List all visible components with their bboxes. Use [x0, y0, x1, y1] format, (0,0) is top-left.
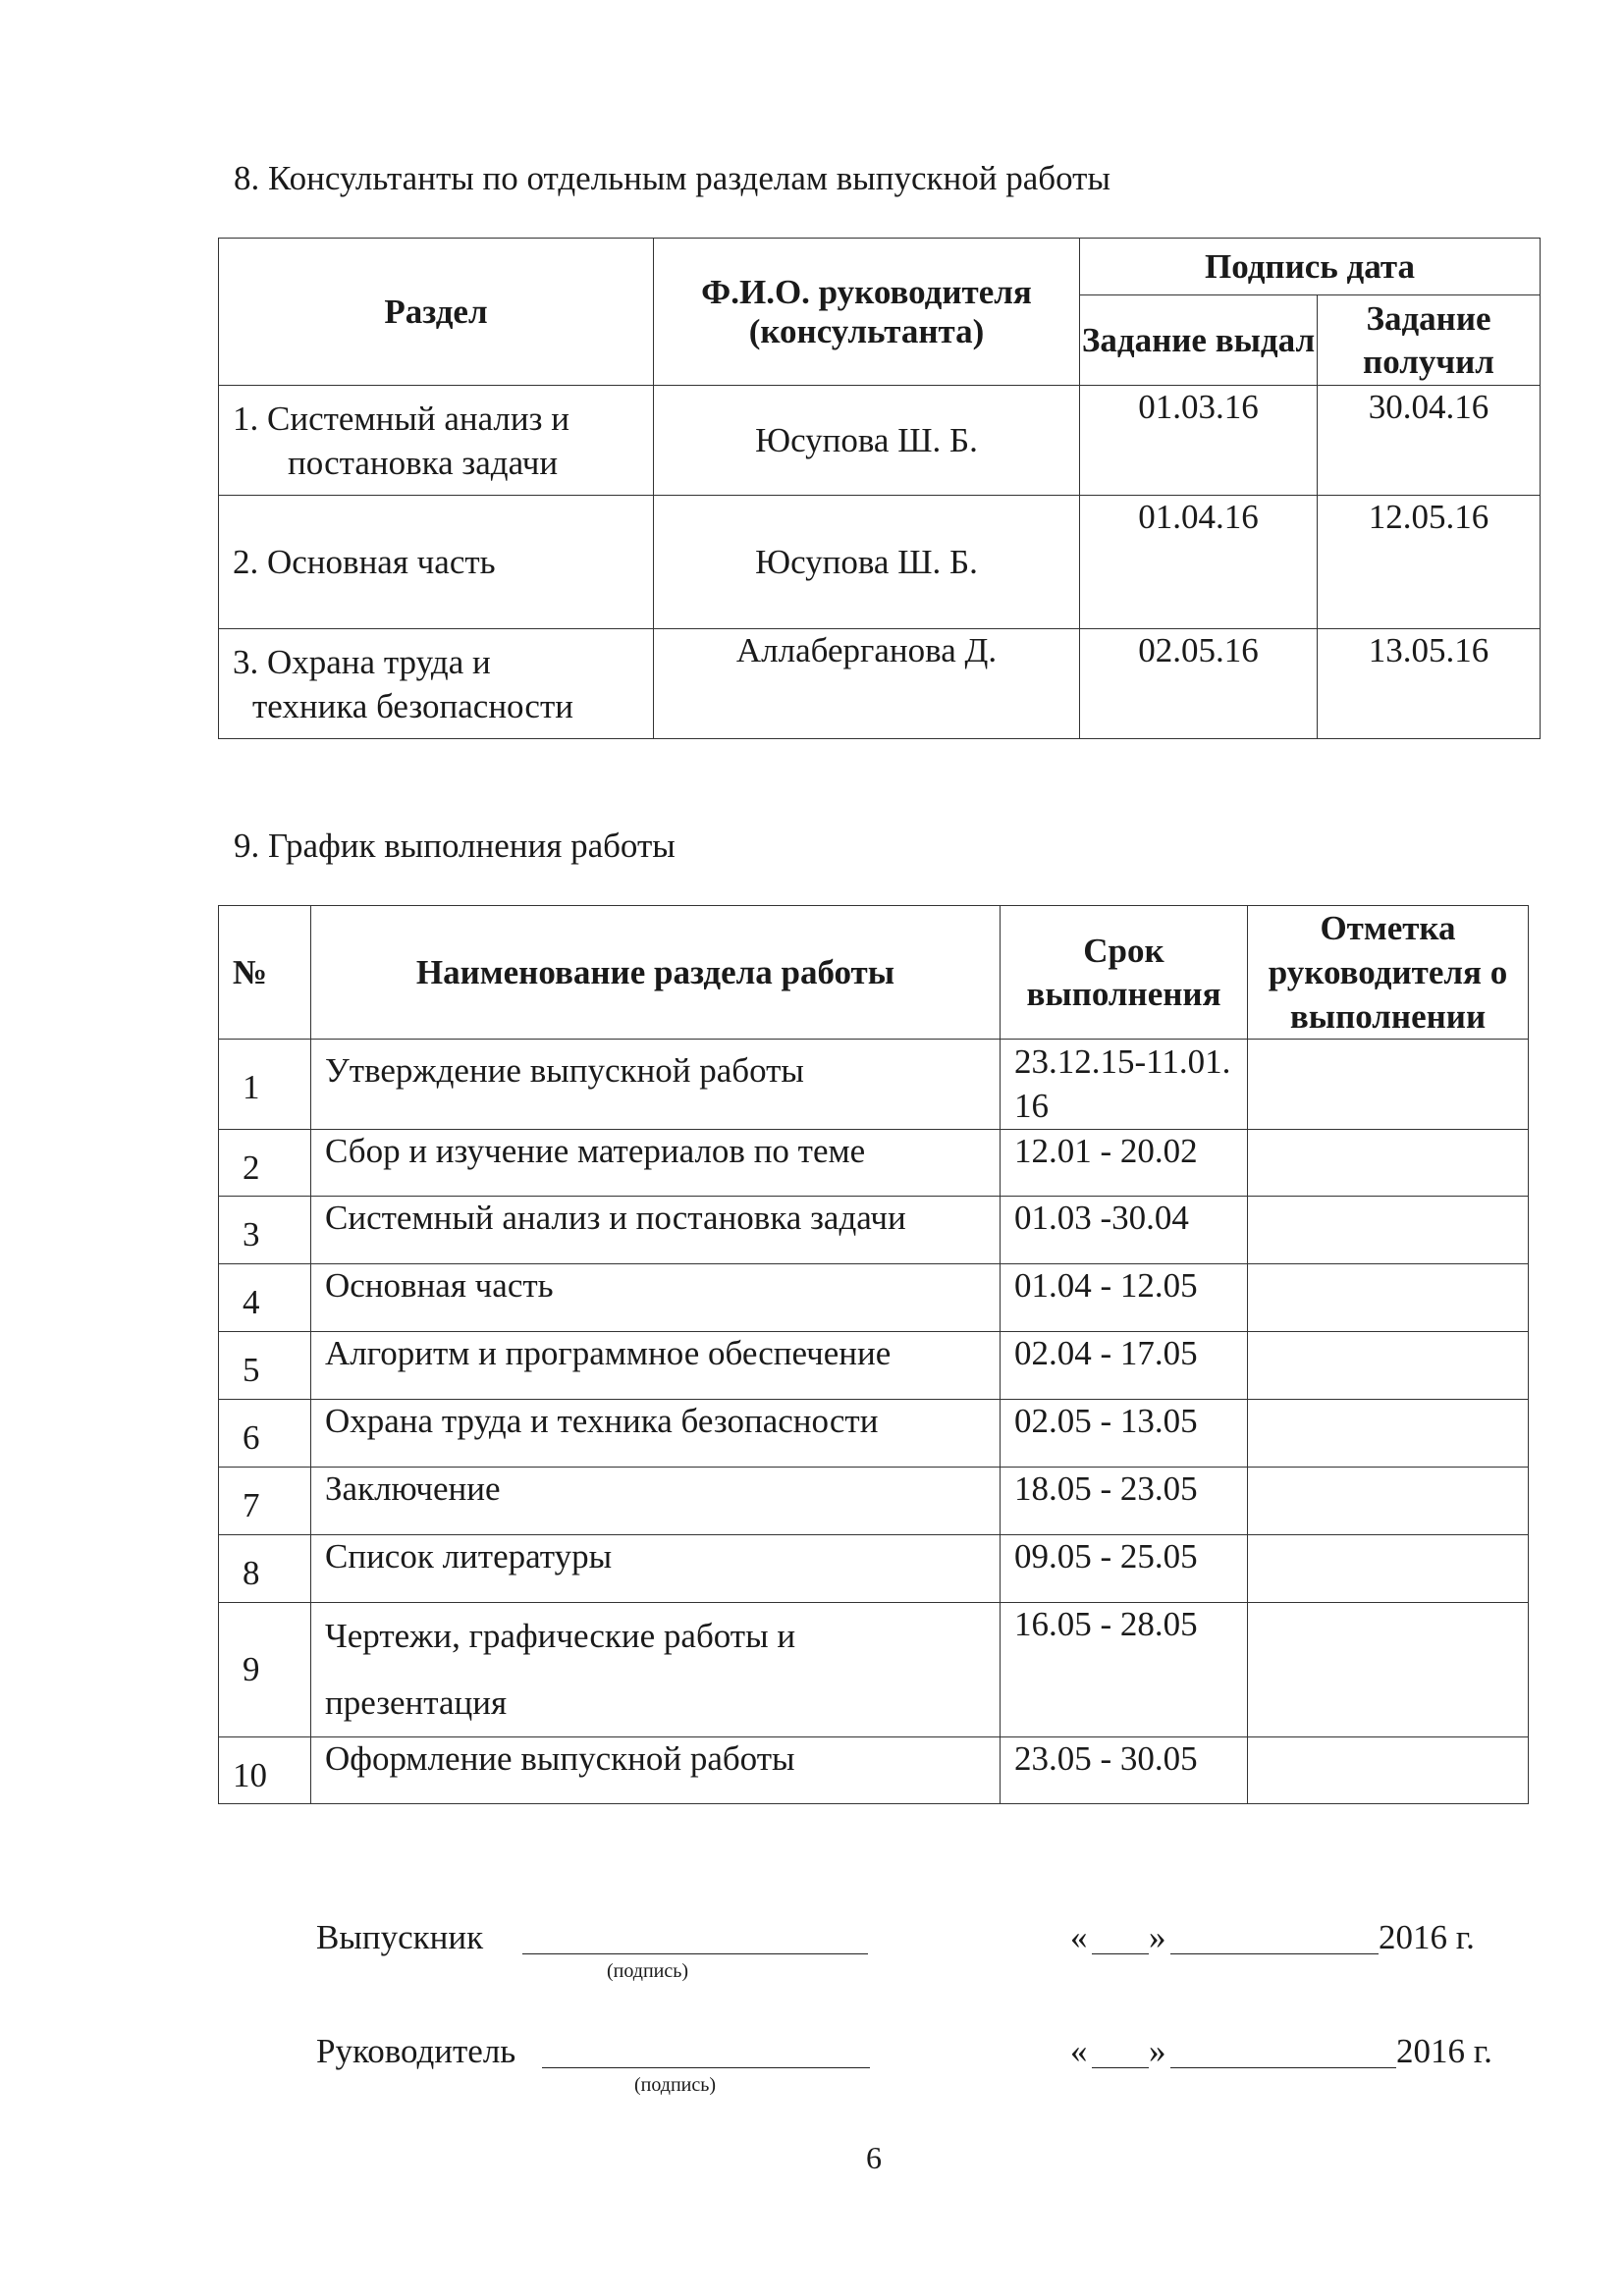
row-deadline: 12.01 - 20.02	[1001, 1130, 1248, 1197]
row-deadline: 23.12.15-11.01.16	[1001, 1040, 1248, 1130]
supervisor-date-open-quote: «	[1070, 2032, 1088, 2070]
row-mark	[1248, 1130, 1529, 1197]
supervisor-date-close-quote: »	[1149, 2032, 1166, 2070]
row-num: 6	[219, 1400, 311, 1468]
row-num: 7	[219, 1468, 311, 1535]
supervisor-date-day-line[interactable]	[1092, 2067, 1149, 2068]
table-row	[219, 629, 1541, 739]
row-num: 8	[219, 1535, 311, 1603]
row-num: 4	[219, 1264, 311, 1332]
header-signature-date: Подпись дата	[1080, 239, 1541, 295]
graduate-label: Выпускник	[316, 1918, 484, 1956]
graduate-date-day-line[interactable]	[1092, 1953, 1149, 1954]
table-row	[219, 1197, 1529, 1264]
row-mark	[1248, 1332, 1529, 1400]
row-num: 3	[219, 1197, 311, 1264]
row-section: 3. Охрана труда и техника безопасности	[219, 629, 654, 739]
header-fio: Ф.И.О. руководителя (консультанта)	[654, 239, 1080, 386]
row-mark	[1248, 1197, 1529, 1264]
supervisor-signature-hint: (подпись)	[634, 2074, 717, 2096]
header-issued: Задание выдал	[1080, 295, 1318, 386]
row-deadline: 01.03 -30.04	[1001, 1197, 1248, 1264]
row-deadline: 18.05 - 23.05	[1001, 1468, 1248, 1535]
row-name: Список литературы	[311, 1535, 1001, 1603]
header-section: Раздел	[219, 239, 654, 386]
page-number: 6	[866, 2140, 882, 2175]
table-row	[219, 1332, 1529, 1400]
row-mark	[1248, 1737, 1529, 1804]
table-row	[219, 1400, 1529, 1468]
row-name: Оформление выпускной работы	[311, 1737, 1001, 1804]
row-received: 30.04.16	[1318, 386, 1541, 496]
row-mark	[1248, 1468, 1529, 1535]
consultants-table	[218, 238, 1541, 739]
table-row	[219, 1737, 1529, 1804]
supervisor-label: Руководитель	[316, 2032, 516, 2070]
table-row	[219, 1468, 1529, 1535]
row-name: Сбор и изучение материалов по теме	[311, 1130, 1001, 1197]
row-fio: Аллаберганова Д.	[654, 629, 1080, 739]
row-name: Алгоритм и программное обеспечение	[311, 1332, 1001, 1400]
row-num: 1	[219, 1040, 311, 1130]
row-issued: 02.05.16	[1080, 629, 1318, 739]
row-fio: Юсупова Ш. Б.	[654, 386, 1080, 496]
row-name: Чертежи, графические работы и презентация	[311, 1603, 1001, 1737]
table-row	[219, 1535, 1529, 1603]
row-mark	[1248, 1040, 1529, 1130]
row-received: 13.05.16	[1318, 629, 1541, 739]
header-name: Наименование раздела работы	[311, 906, 1001, 1040]
row-fio: Юсупова Ш. Б.	[654, 496, 1080, 629]
row-issued: 01.03.16	[1080, 386, 1318, 496]
header-num: №	[219, 906, 311, 1040]
graduate-date-year: 2016 г.	[1379, 1918, 1475, 1956]
row-deadline: 09.05 - 25.05	[1001, 1535, 1248, 1603]
supervisor-date-year: 2016 г.	[1396, 2032, 1492, 2070]
row-num: 10	[219, 1737, 311, 1804]
table-row	[219, 1603, 1529, 1737]
row-deadline: 01.04 - 12.05	[1001, 1264, 1248, 1332]
row-received: 12.05.16	[1318, 496, 1541, 629]
graduate-date-open-quote: «	[1070, 1918, 1088, 1956]
header-deadline: Срок выполнения	[1001, 906, 1248, 1040]
row-mark	[1248, 1603, 1529, 1737]
row-mark	[1248, 1264, 1529, 1332]
row-name: Охрана труда и техника безопасности	[311, 1400, 1001, 1468]
row-num: 2	[219, 1130, 311, 1197]
table-row	[219, 1130, 1529, 1197]
supervisor-signature-line[interactable]	[542, 2067, 870, 2068]
graduate-date-close-quote: »	[1149, 1918, 1166, 1956]
row-name: Основная часть	[311, 1264, 1001, 1332]
row-deadline: 02.05 - 13.05	[1001, 1400, 1248, 1468]
row-section: 1. Системный анализ и постановка задачи	[219, 386, 654, 496]
supervisor-date-month-line[interactable]	[1170, 2067, 1396, 2068]
row-deadline: 16.05 - 28.05	[1001, 1603, 1248, 1737]
row-name: Системный анализ и постановка задачи	[311, 1197, 1001, 1264]
graduate-signature-line[interactable]	[522, 1953, 868, 1954]
table-row	[219, 1040, 1529, 1130]
row-deadline: 23.05 - 30.05	[1001, 1737, 1248, 1804]
table-row	[219, 386, 1541, 496]
row-name: Заключение	[311, 1468, 1001, 1535]
table-row	[219, 496, 1541, 629]
row-issued: 01.04.16	[1080, 496, 1318, 629]
row-mark	[1248, 1535, 1529, 1603]
row-name: Утверждение выпускной работы	[311, 1040, 1001, 1130]
row-num: 9	[219, 1603, 311, 1737]
schedule-table	[218, 905, 1529, 1804]
graduate-date-month-line[interactable]	[1170, 1953, 1379, 1954]
graduate-signature-hint: (подпись)	[607, 1960, 689, 1982]
section-9-heading: 9. График выполнения работы	[234, 827, 676, 865]
row-mark	[1248, 1400, 1529, 1468]
section-8-heading: 8. Консультанты по отдельным разделам выпускной работы	[234, 159, 1110, 197]
header-received: Задание получил	[1318, 295, 1541, 386]
row-num: 5	[219, 1332, 311, 1400]
header-mark: Отметка руководителя о выполнении	[1248, 906, 1529, 1040]
row-section: 2. Основная часть	[219, 496, 654, 629]
table-row	[219, 1264, 1529, 1332]
row-deadline: 02.04 - 17.05	[1001, 1332, 1248, 1400]
